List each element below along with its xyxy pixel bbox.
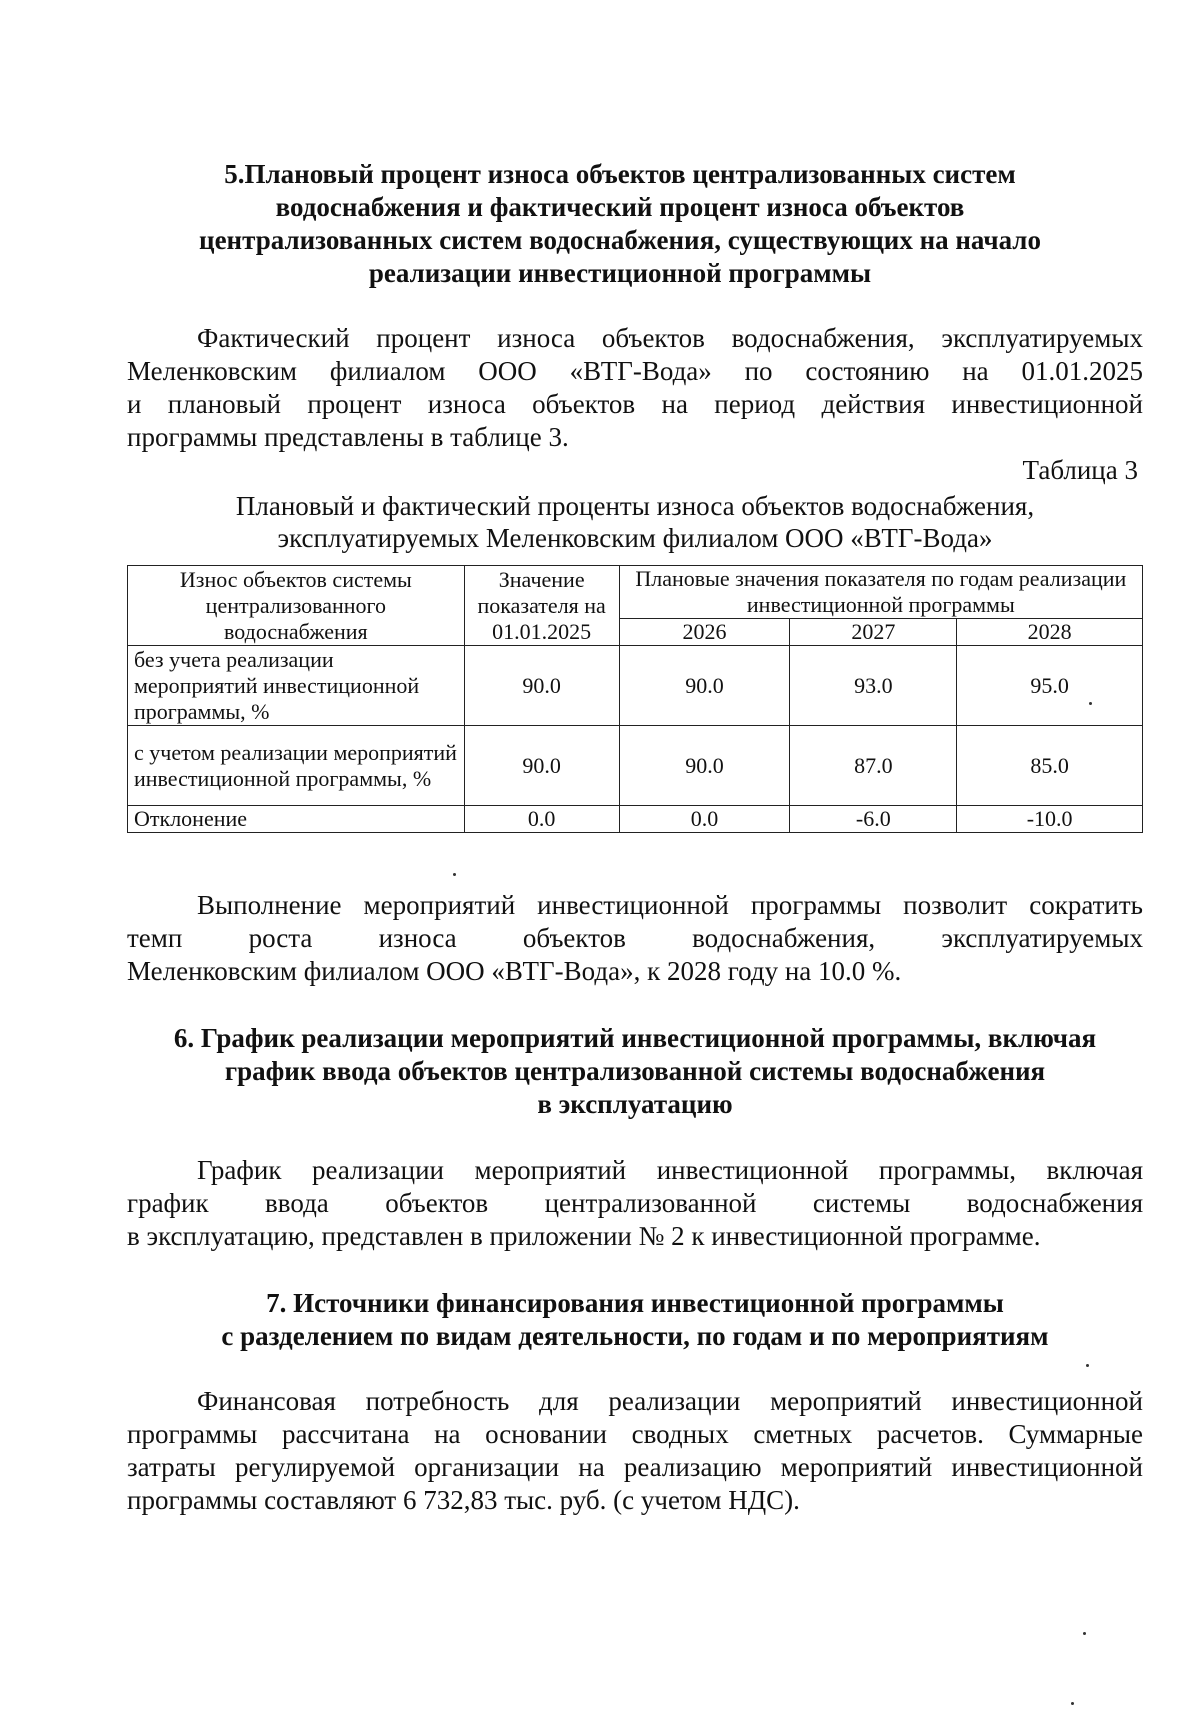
row-label: Отклонение	[128, 806, 465, 833]
paragraph-line: и плановый процент износа объектов на период действия инвестиционной	[127, 389, 1143, 419]
section-5-paragraph	[127, 322, 1143, 454]
paragraph-line: График реализации мероприятий инвестиционной программы, включая	[197, 1155, 1143, 1185]
year-value-cell: -10.0	[957, 806, 1143, 833]
scan-speck	[1086, 1364, 1089, 1367]
section-6-paragraph	[127, 1154, 1143, 1253]
table-row	[128, 646, 1143, 726]
heading-line: 5.Плановый процент износа объектов централизованных систем	[224, 159, 1016, 189]
base-value-cell: 0.0	[464, 806, 619, 833]
year-value-cell: 87.0	[790, 726, 957, 806]
paragraph-line: темп роста износа объектов водоснабжения, эксплуатируемых	[127, 923, 1143, 953]
year-value-cell: 0.0	[619, 806, 790, 833]
row-label: с учетом реализации мероприятий инвестиционной программы, %	[128, 726, 465, 806]
heading-line: 6. График реализации мероприятий инвестиционной программы, включая	[173, 1023, 1097, 1053]
paragraph-line: программы рассчитана на основании сводных сметных расчетов. Суммарные	[127, 1419, 1143, 1449]
base-value-cell: 90.0	[464, 726, 619, 806]
paragraph-line: график ввода объектов централизованной системы водоснабжения	[127, 1188, 1143, 1218]
header-year: 2028	[957, 619, 1143, 646]
section-7-paragraph	[127, 1385, 1143, 1517]
paragraph-line: программы представлены в таблице 3.	[127, 422, 569, 452]
table-header-row	[128, 566, 1143, 619]
paragraph-line: затраты регулируемой организации на реализацию мероприятий инвестиционной	[127, 1452, 1143, 1482]
header-year: 2026	[619, 619, 790, 646]
section-6-heading	[127, 1022, 1143, 1121]
heading-line: график ввода объектов централизованной системы водоснабжения	[224, 1056, 1046, 1086]
heading-line: в эксплуатацию	[537, 1089, 733, 1119]
year-value-cell: 93.0	[790, 646, 957, 726]
table-row	[128, 806, 1143, 833]
caption-line: Плановый и фактический проценты износа объектов водоснабжения,	[235, 491, 1035, 521]
heading-line: с разделением по видам деятельности, по годам и по мероприятиям	[221, 1321, 1049, 1351]
heading-line: централизованных систем водоснабжения, существующих на начало	[199, 225, 1041, 255]
header-wear-objects: Износ объектов системы централизованного водоснабжения	[128, 566, 465, 646]
table-number-label: Таблица 3	[1022, 455, 1138, 485]
table-caption	[127, 490, 1143, 554]
paragraph-line: Меленковским филиалом ООО «ВТГ-Вода» по состоянию на 01.01.2025	[127, 356, 1143, 386]
scan-speck	[1083, 1632, 1086, 1635]
header-base-value: Значение показателя на 01.01.2025	[464, 566, 619, 646]
year-value-cell: 95.0	[957, 646, 1143, 726]
year-value-cell: -6.0	[790, 806, 957, 833]
paragraph-line: Финансовая потребность для реализации мероприятий инвестиционной	[197, 1386, 1143, 1416]
caption-line: эксплуатируемых Меленковским филиалом ООО «ВТГ-Вода»	[277, 523, 993, 553]
year-value-cell: 90.0	[619, 646, 790, 726]
base-value-cell: 90.0	[464, 646, 619, 726]
year-value-cell: 90.0	[619, 726, 790, 806]
scan-speck	[453, 873, 456, 876]
table-row	[128, 726, 1143, 806]
paragraph-line: Выполнение мероприятий инвестиционной программы позволит сократить	[197, 890, 1143, 920]
paragraph-line: в эксплуатацию, представлен в приложении № 2 к инвестиционной программе.	[127, 1221, 1041, 1251]
section-7-heading	[127, 1287, 1143, 1353]
scan-speck	[1089, 702, 1092, 705]
paragraph-line: Фактический процент износа объектов водоснабжения, эксплуатируемых	[197, 323, 1143, 353]
heading-line: реализации инвестиционной программы	[368, 258, 872, 288]
heading-line: водоснабжения и фактический процент износа объектов	[275, 192, 965, 222]
scan-speck	[1071, 1702, 1074, 1705]
section-5-heading	[180, 158, 1060, 290]
paragraph-line: Меленковским филиалом ООО «ВТГ-Вода», к 2028 году на 10.0 %.	[127, 956, 902, 986]
wear-percentage-table	[127, 565, 1143, 833]
conclusion-paragraph	[127, 889, 1143, 988]
row-label: без учета реализации мероприятий инвестиционной программы, %	[128, 646, 465, 726]
header-plan-group: Плановые значения показателя по годам реализации инвестиционной программы	[619, 566, 1142, 619]
paragraph-line: программы составляют 6 732,83 тыс. руб. (с учетом НДС).	[127, 1485, 800, 1515]
header-year: 2027	[790, 619, 957, 646]
year-value-cell: 85.0	[957, 726, 1143, 806]
heading-line: 7. Источники финансирования инвестиционной программы	[266, 1288, 1004, 1318]
